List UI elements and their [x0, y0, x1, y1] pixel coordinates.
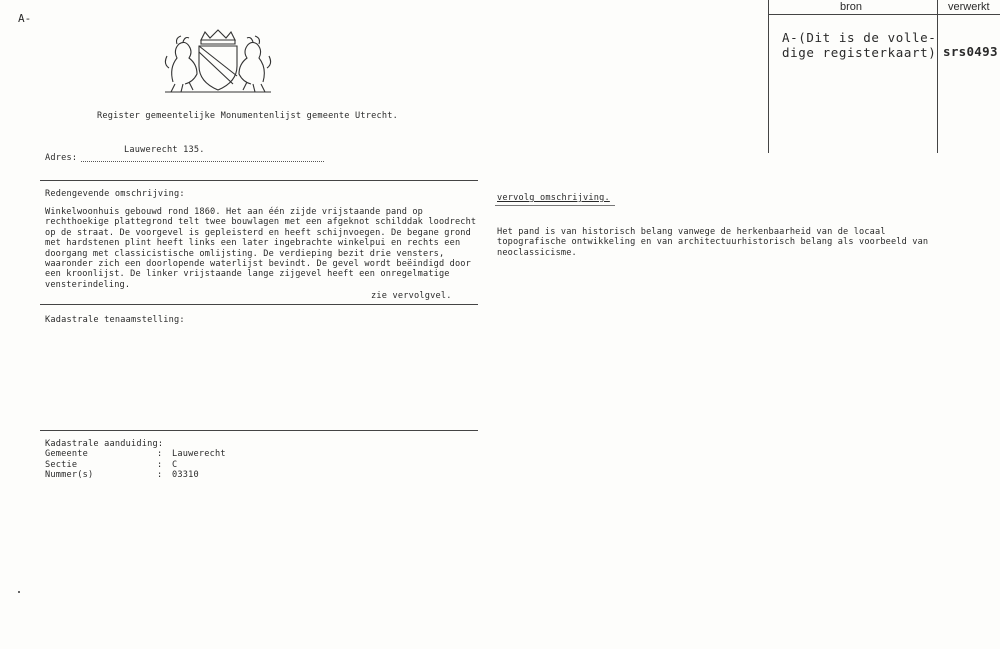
divider-description — [40, 304, 478, 305]
description-text: Winkelwoonhuis gebouwd rond 1860. Het aan één zijde vrijstaande pand op rechthoekige plattegrond telt twee bouwlagen met een afgeknot schilddak loodrecht op de straat. De voorgevel is gepleisterd en heeft schijnvoegen. De begane grond met hardstenen plint heeft links een later ingebrachte winkelpui en rechts een doorgang met classicistische omlijsting. De verdieping bezit drie vensters, waaronder zich een doorlopende waterlijst bevindt. De gevel wordt beëindigd door een kroonlijst. De linker vrijstaande lange zijgevel heeft een onregelmatige vensterindeling. — [45, 207, 477, 290]
cadastral-row-label: Nummer(s) — [45, 470, 94, 480]
bron-value-line-1: A-(Dit is de volle- — [782, 30, 937, 45]
bron-value-line-2: dige registerkaart) — [782, 45, 937, 60]
column-header-bron: bron — [840, 1, 863, 13]
continuation-heading: vervolg omschrijving. — [497, 193, 610, 203]
verwerkt-value: srs0493 — [943, 44, 998, 59]
cadastral-row: Sectie : C — [45, 459, 178, 470]
cadastral-row: Gemeente : Lauwerecht — [45, 449, 226, 459]
column-header-verwerkt: verwerkt — [948, 1, 990, 13]
divider-address — [40, 180, 478, 181]
cadastral-designation-heading: Kadastrale aanduiding: — [45, 439, 164, 449]
cadastral-row-value: Lauwerecht — [172, 449, 226, 459]
continuation-text: Het pand is van historisch belang vanwege de herkenbaarheid van de locaal topografische ontwikkeling en van architectuurhistorisch belang als voorbeeld van neoclassicisme. — [497, 227, 929, 258]
cadastral-row: Nummer(s) : 03310 — [45, 470, 199, 480]
coat-of-arms-emblem — [163, 28, 273, 96]
continued-note: zie vervolgvel. — [371, 291, 452, 301]
address-label: Adres: — [45, 153, 78, 163]
cadastral-row-value: C — [172, 459, 178, 470]
cadastral-row-label: Gemeente — [45, 449, 88, 459]
register-title: Register gemeentelijke Monumentenlijst gemeente Utrecht. — [97, 111, 398, 121]
continuation-underline — [495, 205, 615, 206]
divider-cadastral — [40, 430, 478, 431]
address-value: Lauwerecht 135. — [124, 145, 205, 155]
description-heading: Redengevende omschrijving: — [45, 189, 185, 199]
cadastral-row-value: 03310 — [172, 470, 199, 480]
stray-mark — [18, 591, 20, 593]
cadastral-name-heading: Kadastrale tenaamstelling: — [45, 315, 185, 325]
corner-mark: A- — [18, 12, 32, 25]
cadastral-row-label: Sectie — [45, 459, 78, 470]
cadastral-designation-table — [45, 449, 226, 481]
